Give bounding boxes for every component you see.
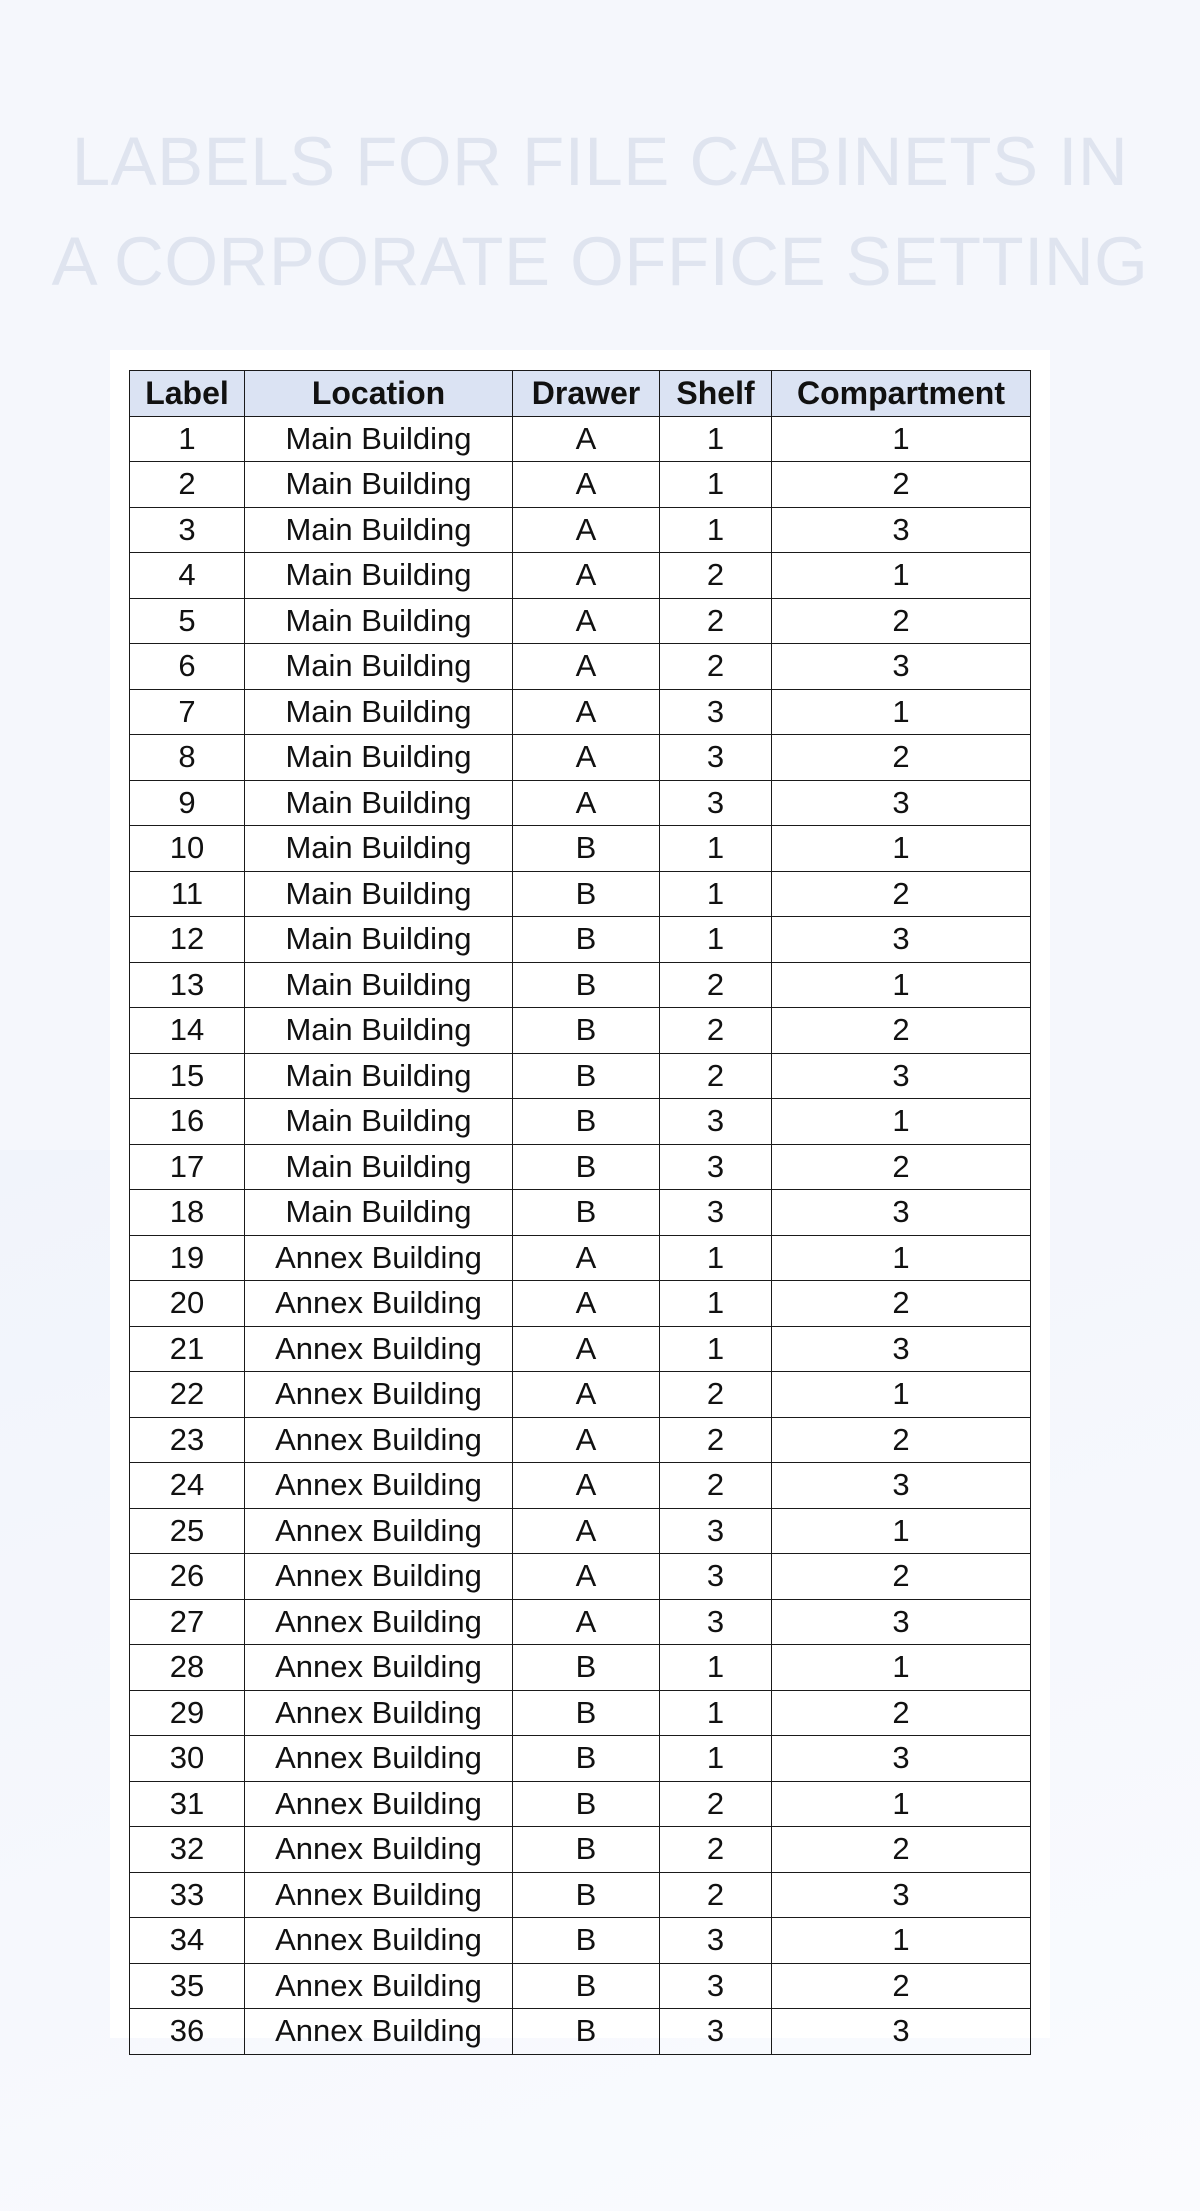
location-cell: Annex Building — [245, 1872, 513, 1918]
location-cell: Main Building — [245, 689, 513, 735]
title-line-1: LABELS FOR FILE CABINETS IN — [71, 123, 1129, 200]
table-row — [130, 1554, 1031, 1600]
location-cell: Main Building — [245, 1053, 513, 1099]
table-row — [130, 735, 1031, 781]
location-cell: Main Building — [245, 1008, 513, 1054]
label-cell: 22 — [130, 1372, 245, 1418]
label-cell: 21 — [130, 1326, 245, 1372]
label-cell: 4 — [130, 553, 245, 599]
drawer-cell: B — [513, 1827, 660, 1873]
compartment-cell: 1 — [772, 1099, 1031, 1145]
compartment-cell: 2 — [772, 871, 1031, 917]
label-cell: 32 — [130, 1827, 245, 1873]
drawer-cell: B — [513, 826, 660, 872]
drawer-cell: B — [513, 1008, 660, 1054]
label-cell: 2 — [130, 462, 245, 508]
shelf-cell: 2 — [660, 553, 772, 599]
location-cell: Annex Building — [245, 1554, 513, 1600]
location-cell: Annex Building — [245, 1918, 513, 1964]
location-cell: Main Building — [245, 826, 513, 872]
compartment-cell: 2 — [772, 1417, 1031, 1463]
compartment-cell: 3 — [772, 2009, 1031, 2055]
drawer-cell: A — [513, 1326, 660, 1372]
compartment-cell: 2 — [772, 1281, 1031, 1327]
drawer-cell: A — [513, 1372, 660, 1418]
location-cell: Main Building — [245, 416, 513, 462]
location-cell: Annex Building — [245, 1235, 513, 1281]
shelf-cell: 1 — [660, 917, 772, 963]
compartment-cell: 1 — [772, 1781, 1031, 1827]
location-cell: Main Building — [245, 735, 513, 781]
label-cell: 36 — [130, 2009, 245, 2055]
location-cell: Annex Building — [245, 1326, 513, 1372]
shelf-cell: 2 — [660, 1827, 772, 1873]
drawer-cell: A — [513, 644, 660, 690]
shelf-cell: 2 — [660, 1781, 772, 1827]
label-cell: 34 — [130, 1918, 245, 1964]
shelf-cell: 2 — [660, 598, 772, 644]
location-cell: Main Building — [245, 1190, 513, 1236]
table-row — [130, 1372, 1031, 1418]
label-cell: 10 — [130, 826, 245, 872]
shelf-cell: 3 — [660, 1508, 772, 1554]
drawer-cell: B — [513, 1099, 660, 1145]
location-cell: Annex Building — [245, 1690, 513, 1736]
drawer-cell: B — [513, 1918, 660, 1964]
table-row — [130, 1053, 1031, 1099]
shelf-cell: 1 — [660, 507, 772, 553]
label-cell: 12 — [130, 917, 245, 963]
compartment-cell: 3 — [772, 1463, 1031, 1509]
label-cell: 30 — [130, 1736, 245, 1782]
table-row — [130, 644, 1031, 690]
table-row — [130, 462, 1031, 508]
table-row — [130, 1872, 1031, 1918]
location-cell: Annex Building — [245, 1599, 513, 1645]
location-cell: Main Building — [245, 917, 513, 963]
table-row — [130, 780, 1031, 826]
drawer-cell: A — [513, 1281, 660, 1327]
drawer-cell: A — [513, 507, 660, 553]
header-label: Label — [130, 371, 245, 417]
label-cell: 18 — [130, 1190, 245, 1236]
label-cell: 3 — [130, 507, 245, 553]
shelf-cell: 1 — [660, 871, 772, 917]
shelf-cell: 2 — [660, 1417, 772, 1463]
label-cell: 26 — [130, 1554, 245, 1600]
compartment-cell: 1 — [772, 962, 1031, 1008]
shelf-cell: 2 — [660, 1053, 772, 1099]
compartment-cell: 2 — [772, 1690, 1031, 1736]
compartment-cell: 2 — [772, 1008, 1031, 1054]
table-row — [130, 917, 1031, 963]
shelf-cell: 3 — [660, 780, 772, 826]
label-cell: 25 — [130, 1508, 245, 1554]
location-cell: Annex Building — [245, 2009, 513, 2055]
compartment-cell: 1 — [772, 826, 1031, 872]
shelf-cell: 3 — [660, 1963, 772, 2009]
drawer-cell: B — [513, 1781, 660, 1827]
shelf-cell: 3 — [660, 1190, 772, 1236]
table-row — [130, 1099, 1031, 1145]
drawer-cell: B — [513, 917, 660, 963]
drawer-cell: B — [513, 1736, 660, 1782]
location-cell: Annex Building — [245, 1736, 513, 1782]
drawer-cell: A — [513, 1235, 660, 1281]
compartment-cell: 3 — [772, 780, 1031, 826]
location-cell: Main Building — [245, 1099, 513, 1145]
table-row — [130, 1827, 1031, 1873]
table-row — [130, 1690, 1031, 1736]
label-cell: 7 — [130, 689, 245, 735]
drawer-cell: B — [513, 1144, 660, 1190]
table-header-row — [130, 371, 1031, 417]
location-cell: Main Building — [245, 598, 513, 644]
shelf-cell: 1 — [660, 1326, 772, 1372]
header-location: Location — [245, 371, 513, 417]
shelf-cell: 2 — [660, 1372, 772, 1418]
location-cell: Main Building — [245, 1144, 513, 1190]
label-cell: 23 — [130, 1417, 245, 1463]
shelf-cell: 2 — [660, 1008, 772, 1054]
compartment-cell: 1 — [772, 416, 1031, 462]
location-cell: Annex Building — [245, 1463, 513, 1509]
table-row — [130, 1417, 1031, 1463]
label-cell: 8 — [130, 735, 245, 781]
drawer-cell: B — [513, 1645, 660, 1691]
label-cell: 11 — [130, 871, 245, 917]
label-cell: 5 — [130, 598, 245, 644]
table-row — [130, 1326, 1031, 1372]
label-cell: 16 — [130, 1099, 245, 1145]
compartment-cell: 3 — [772, 1190, 1031, 1236]
location-cell: Main Building — [245, 871, 513, 917]
table-row — [130, 2009, 1031, 2055]
compartment-cell: 1 — [772, 1918, 1031, 1964]
label-cell: 6 — [130, 644, 245, 690]
table-row — [130, 1144, 1031, 1190]
page-title — [0, 112, 1200, 312]
location-cell: Annex Building — [245, 1963, 513, 2009]
label-cell: 14 — [130, 1008, 245, 1054]
drawer-cell: B — [513, 2009, 660, 2055]
shelf-cell: 3 — [660, 1099, 772, 1145]
label-cell: 29 — [130, 1690, 245, 1736]
table-row — [130, 1963, 1031, 2009]
label-cell: 9 — [130, 780, 245, 826]
table-row — [130, 1918, 1031, 1964]
shelf-cell: 2 — [660, 644, 772, 690]
drawer-cell: A — [513, 416, 660, 462]
shelf-cell: 3 — [660, 1554, 772, 1600]
shelf-cell: 1 — [660, 1736, 772, 1782]
table-row — [130, 507, 1031, 553]
table-row — [130, 598, 1031, 644]
location-cell: Main Building — [245, 780, 513, 826]
compartment-cell: 2 — [772, 462, 1031, 508]
drawer-cell: A — [513, 598, 660, 644]
compartment-cell: 1 — [772, 1372, 1031, 1418]
table-row — [130, 1645, 1031, 1691]
location-cell: Annex Building — [245, 1781, 513, 1827]
location-cell: Main Building — [245, 462, 513, 508]
drawer-cell: B — [513, 1190, 660, 1236]
table-row — [130, 1463, 1031, 1509]
shelf-cell: 2 — [660, 962, 772, 1008]
compartment-cell: 2 — [772, 1144, 1031, 1190]
drawer-cell: A — [513, 689, 660, 735]
compartment-cell: 3 — [772, 1053, 1031, 1099]
location-cell: Main Building — [245, 507, 513, 553]
drawer-cell: A — [513, 1417, 660, 1463]
shelf-cell: 3 — [660, 2009, 772, 2055]
drawer-cell: A — [513, 1554, 660, 1600]
label-cell: 17 — [130, 1144, 245, 1190]
compartment-cell: 2 — [772, 1554, 1031, 1600]
table-row — [130, 1281, 1031, 1327]
label-cell: 13 — [130, 962, 245, 1008]
table-row — [130, 1008, 1031, 1054]
shelf-cell: 1 — [660, 1645, 772, 1691]
label-cell: 33 — [130, 1872, 245, 1918]
compartment-cell: 3 — [772, 1599, 1031, 1645]
location-cell: Main Building — [245, 962, 513, 1008]
shelf-cell: 3 — [660, 1144, 772, 1190]
table-row — [130, 962, 1031, 1008]
table-row — [130, 1508, 1031, 1554]
compartment-cell: 3 — [772, 644, 1031, 690]
compartment-cell: 1 — [772, 1235, 1031, 1281]
header-drawer: Drawer — [513, 371, 660, 417]
table-row — [130, 1190, 1031, 1236]
compartment-cell: 2 — [772, 1963, 1031, 2009]
location-cell: Main Building — [245, 644, 513, 690]
table-row — [130, 826, 1031, 872]
label-cell: 27 — [130, 1599, 245, 1645]
drawer-cell: B — [513, 1872, 660, 1918]
drawer-cell: B — [513, 1053, 660, 1099]
shelf-cell: 3 — [660, 1599, 772, 1645]
file-cabinet-table — [129, 370, 1031, 2055]
label-cell: 1 — [130, 416, 245, 462]
compartment-cell: 3 — [772, 1872, 1031, 1918]
compartment-cell: 2 — [772, 598, 1031, 644]
table-row — [130, 1235, 1031, 1281]
title-line-2: A CORPORATE OFFICE SETTING — [51, 223, 1149, 300]
compartment-cell: 2 — [772, 735, 1031, 781]
label-cell: 35 — [130, 1963, 245, 2009]
table-row — [130, 689, 1031, 735]
table-row — [130, 1781, 1031, 1827]
compartment-cell: 1 — [772, 1508, 1031, 1554]
table-row — [130, 553, 1031, 599]
shelf-cell: 1 — [660, 416, 772, 462]
table-row — [130, 1736, 1031, 1782]
shelf-cell: 2 — [660, 1463, 772, 1509]
label-cell: 31 — [130, 1781, 245, 1827]
shelf-cell: 1 — [660, 1235, 772, 1281]
location-cell: Annex Building — [245, 1417, 513, 1463]
shelf-cell: 3 — [660, 735, 772, 781]
label-cell: 28 — [130, 1645, 245, 1691]
drawer-cell: A — [513, 1463, 660, 1509]
table-row — [130, 416, 1031, 462]
drawer-cell: A — [513, 1508, 660, 1554]
location-cell: Annex Building — [245, 1281, 513, 1327]
drawer-cell: A — [513, 735, 660, 781]
shelf-cell: 1 — [660, 826, 772, 872]
drawer-cell: A — [513, 780, 660, 826]
table-row — [130, 1599, 1031, 1645]
location-cell: Annex Building — [245, 1508, 513, 1554]
compartment-cell: 3 — [772, 1326, 1031, 1372]
location-cell: Annex Building — [245, 1827, 513, 1873]
drawer-cell: A — [513, 553, 660, 599]
drawer-cell: A — [513, 1599, 660, 1645]
compartment-cell: 3 — [772, 917, 1031, 963]
shelf-cell: 1 — [660, 1690, 772, 1736]
label-cell: 20 — [130, 1281, 245, 1327]
drawer-cell: B — [513, 1690, 660, 1736]
compartment-cell: 1 — [772, 689, 1031, 735]
shelf-cell: 1 — [660, 462, 772, 508]
compartment-cell: 3 — [772, 507, 1031, 553]
compartment-cell: 1 — [772, 1645, 1031, 1691]
shelf-cell: 3 — [660, 1918, 772, 1964]
header-shelf: Shelf — [660, 371, 772, 417]
table-row — [130, 871, 1031, 917]
shelf-cell: 1 — [660, 1281, 772, 1327]
label-cell: 24 — [130, 1463, 245, 1509]
drawer-cell: B — [513, 1963, 660, 2009]
location-cell: Main Building — [245, 553, 513, 599]
drawer-cell: B — [513, 871, 660, 917]
drawer-cell: A — [513, 462, 660, 508]
compartment-cell: 1 — [772, 553, 1031, 599]
compartment-cell: 2 — [772, 1827, 1031, 1873]
table-body — [130, 416, 1031, 2054]
label-cell: 15 — [130, 1053, 245, 1099]
location-cell: Annex Building — [245, 1645, 513, 1691]
header-compartment: Compartment — [772, 371, 1031, 417]
shelf-cell: 3 — [660, 689, 772, 735]
shelf-cell: 2 — [660, 1872, 772, 1918]
location-cell: Annex Building — [245, 1372, 513, 1418]
drawer-cell: B — [513, 962, 660, 1008]
compartment-cell: 3 — [772, 1736, 1031, 1782]
label-cell: 19 — [130, 1235, 245, 1281]
